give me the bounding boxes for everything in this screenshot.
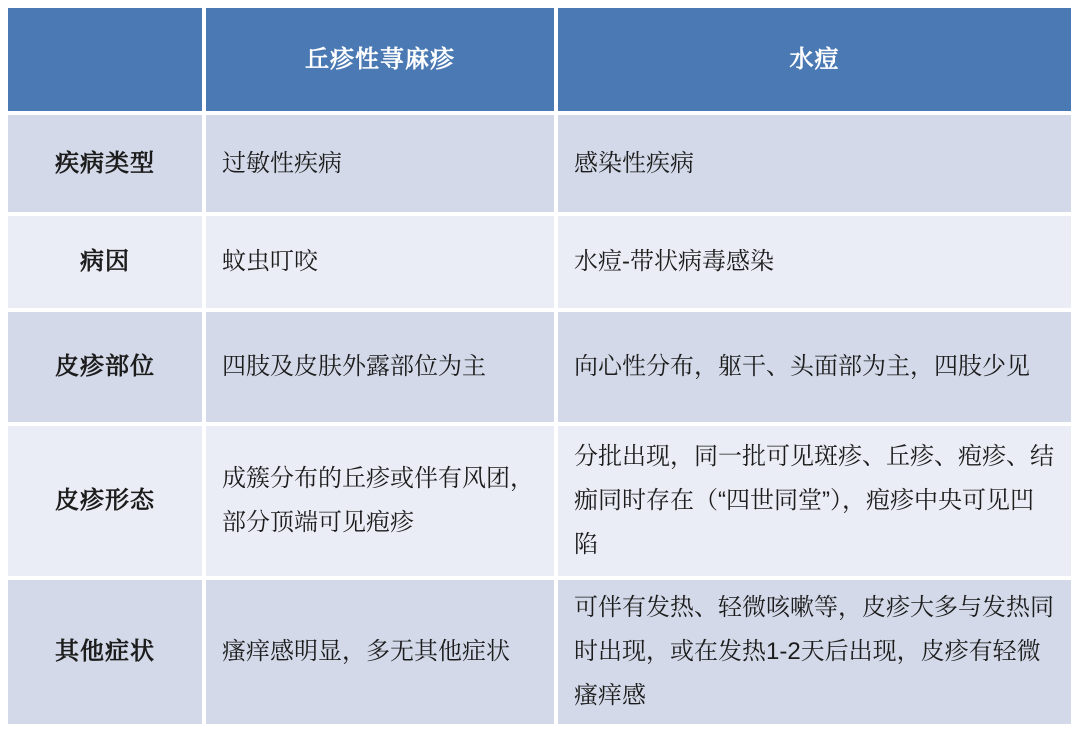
- papular-urticaria-cell: 蚊虫叮咬: [206, 216, 554, 308]
- table-row-rash-morphology: [8, 426, 1071, 576]
- varicella-cell: 水痘-带状病毒感染: [558, 216, 1071, 308]
- papular-urticaria-cell: 过敏性疾病: [206, 115, 554, 212]
- row-label: 皮疹形态: [8, 426, 202, 576]
- corner-cell: [8, 8, 202, 111]
- papular-urticaria-cell: 瘙痒感明显，多无其他症状: [206, 580, 554, 724]
- varicella-cell: 感染性疾病: [558, 115, 1071, 212]
- comparison-table: [4, 4, 1075, 728]
- table-row-cause: [8, 216, 1071, 308]
- table-header-row: [8, 8, 1071, 111]
- row-label: 病因: [8, 216, 202, 308]
- table-row-disease-type: [8, 115, 1071, 212]
- varicella-cell: 向心性分布，躯干、头面部为主，四肢少见: [558, 312, 1071, 422]
- row-label: 皮疹部位: [8, 312, 202, 422]
- varicella-cell: 分批出现，同一批可见斑疹、丘疹、疱疹、结痂同时存在（“四世同堂”），疱疹中央可见凹陷: [558, 426, 1071, 576]
- table-row-other-symptoms: [8, 580, 1071, 724]
- varicella-cell: 可伴有发热、轻微咳嗽等，皮疹大多与发热同时出现，或在发热1-2天后出现，皮疹有轻微瘙痒感: [558, 580, 1071, 724]
- column-header-varicella: 水痘: [558, 8, 1071, 111]
- papular-urticaria-cell: 四肢及皮肤外露部位为主: [206, 312, 554, 422]
- papular-urticaria-cell: 成簇分布的丘疹或伴有风团，部分顶端可见疱疹: [206, 426, 554, 576]
- table-row-rash-location: [8, 312, 1071, 422]
- row-label: 其他症状: [8, 580, 202, 724]
- column-header-papular-urticaria: 丘疹性荨麻疹: [206, 8, 554, 111]
- row-label: 疾病类型: [8, 115, 202, 212]
